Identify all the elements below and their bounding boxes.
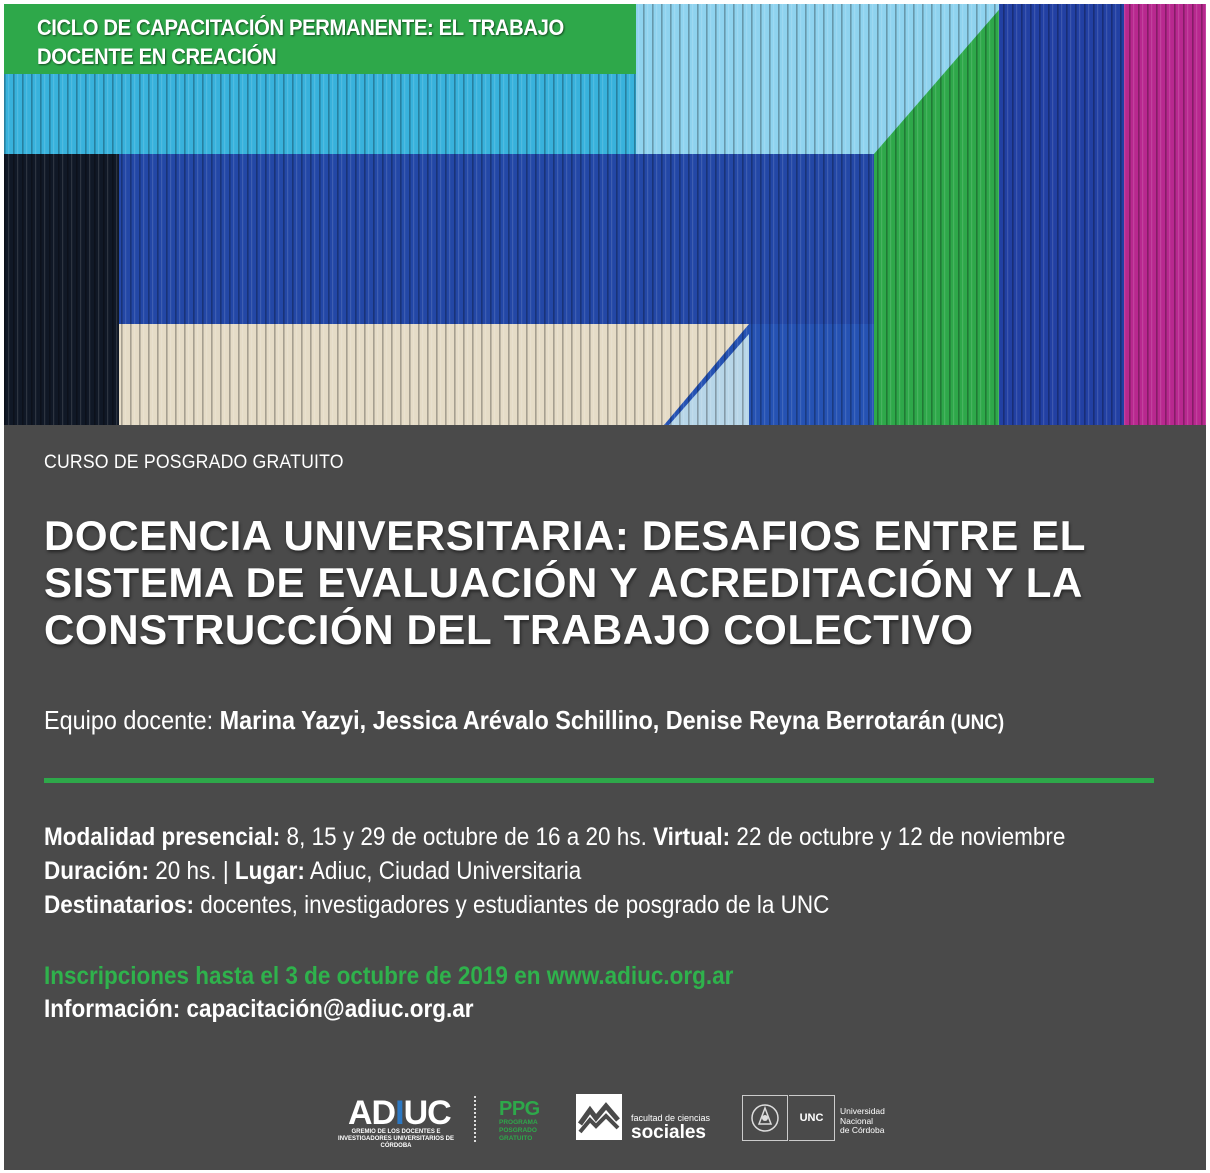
teaching-team-names: Marina Yazyi, Jessica Arévalo Schillino, Denise Reyna Berrotarán	[219, 705, 946, 735]
ppg-logo-line-3: GRATUITO	[499, 1135, 533, 1142]
adiuc-logo-part-2: I	[395, 1094, 404, 1132]
series-title-line-2: DOCENTE EN CREACIÓN	[37, 44, 277, 69]
ppg-logo-line-2: POSGRADO	[499, 1127, 537, 1134]
destinatarios-label: Destinatarios:	[44, 891, 195, 919]
course-title-line-1: DOCENCIA UNIVERSITARIA: DESAFIOS ENTRE EL	[44, 512, 1086, 559]
artwork-image	[4, 4, 1206, 425]
series-banner	[4, 4, 636, 74]
unc-full-name	[840, 1107, 900, 1136]
modalidad-label: Modalidad presencial:	[44, 823, 281, 851]
logo-separator	[474, 1096, 476, 1142]
teaching-team	[44, 705, 1004, 736]
audience-line	[44, 888, 1065, 922]
course-type: CURSO DE POSGRADO GRATUITO	[44, 452, 344, 473]
registration-notice[interactable]: Inscripciones hasta el 3 de octubre de 2019 en www.adiuc.org.ar	[44, 962, 734, 990]
destinatarios-value: docentes, investigadores y estudiantes de posgrado de la UNC	[194, 891, 830, 919]
virtual-label: Virtual:	[653, 823, 731, 851]
fcs-logo-big-text: sociales	[631, 1122, 706, 1143]
series-title	[37, 13, 580, 71]
teaching-team-label: Equipo docente:	[44, 705, 220, 735]
adiuc-logo	[348, 1094, 451, 1133]
course-title-line-2: SISTEMA DE EVALUACIÓN Y ACREDITACIÓN Y LA	[44, 559, 1083, 606]
schedule-line	[44, 820, 1065, 854]
series-title-line-1: CICLO DE CAPACITACIÓN PERMANENTE: EL TRABAJO	[37, 15, 564, 40]
unc-abbreviation: UNC	[789, 1095, 835, 1141]
contact-email[interactable]: Información: capacitación@adiuc.org.ar	[44, 995, 474, 1023]
poster	[4, 4, 1206, 1170]
modalidad-value: 8, 15 y 29 de octubre de 16 a 20 hs.	[280, 823, 654, 851]
unc-name-line-3: de Córdoba	[840, 1125, 885, 1135]
unc-name-line-2: Nacional	[840, 1115, 874, 1126]
ppg-logo-title: PPG	[499, 1098, 540, 1120]
unc-seal-icon	[742, 1095, 788, 1141]
adiuc-subtitle: GREMIO DE LOS DOCENTES E INVESTIGADORES UNIVERSITARIOS DE CÓRDOBA	[338, 1129, 454, 1149]
teaching-team-affiliation: (UNC)	[945, 711, 1005, 734]
ppg-logo	[499, 1100, 545, 1142]
lugar-value: Adiuc, Ciudad Universitaria	[304, 857, 582, 885]
duration-line	[44, 854, 1065, 888]
fcs-logo-icon	[576, 1094, 622, 1140]
course-title	[44, 512, 1184, 653]
sponsor-logos	[4, 1084, 1206, 1164]
duracion-label: Duración:	[44, 857, 150, 885]
adiuc-logo-part-1: AD	[348, 1094, 396, 1132]
lugar-label: Lugar:	[234, 857, 305, 885]
unc-name-line-1: Universidad	[840, 1106, 885, 1116]
section-divider	[44, 778, 1154, 783]
duracion-value: 20 hs. |	[149, 857, 235, 885]
virtual-value: 22 de octubre y 12 de noviembre	[730, 823, 1066, 851]
course-details	[44, 820, 1065, 922]
ppg-logo-line-1: PROGRAMA	[499, 1119, 538, 1126]
adiuc-logo-part-3: UC	[403, 1094, 451, 1132]
course-title-line-3: CONSTRUCCIÓN DEL TRABAJO COLECTIVO	[44, 606, 974, 653]
fcs-logo-small-text: facultad de ciencias	[631, 1113, 711, 1123]
